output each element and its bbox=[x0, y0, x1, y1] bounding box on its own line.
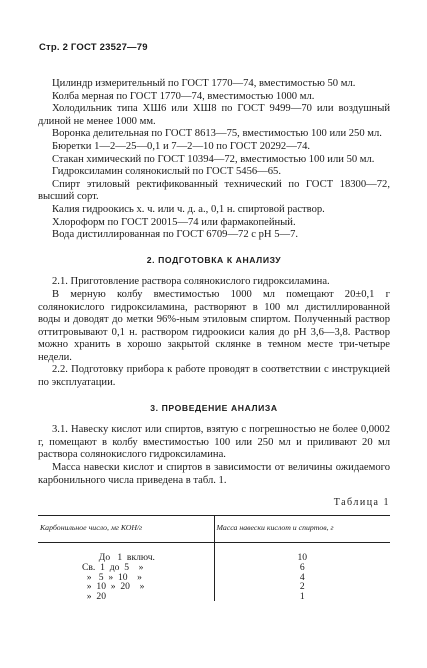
reagent-line: Спирт этиловый ректификованный технический по ГОСТ 18300—72, высший сорт. bbox=[38, 178, 390, 203]
reagent-line: Цилиндр измерительный по ГОСТ 1770—74, вместимостью 50 мл. bbox=[52, 78, 356, 89]
carbonyl-range: » 20 bbox=[38, 592, 214, 602]
table-header-mass: Масса навески кислот и спиртов, г bbox=[214, 515, 390, 543]
reagent-line: Бюретки 1—2—25—0,1 и 7—2—10 по ГОСТ 20292—74. bbox=[52, 140, 311, 152]
sample-mass: 2 bbox=[299, 581, 305, 593]
page-header: Стр. 2 ГОСТ 23527—79 bbox=[39, 42, 148, 53]
reagent-line: Воронка делительная по ГОСТ 8613—75, вместимостью 100 или 250 мл. bbox=[52, 128, 382, 140]
table-header-carbonyl: Карбонильное число, мг КОН/г bbox=[38, 515, 214, 543]
paragraph-3-1-mass: Масса навески кислот и спиртов в зависимости от величины ожидаемого карбонильного числа приведена в табл. 1. bbox=[38, 462, 390, 486]
table-row bbox=[38, 543, 390, 563]
reagent-line: Вода дистиллированная по ГОСТ 6709—72 с pH 5—7. bbox=[52, 229, 299, 241]
section-3-title: 3. ПРОВЕДЕНИЕ АНАЛИЗА bbox=[150, 402, 278, 413]
table-1 bbox=[38, 515, 390, 602]
document-body bbox=[38, 78, 390, 601]
reagent-line: Хлороформ по ГОСТ 20015—74 или фармакопейный. bbox=[52, 216, 296, 228]
paragraph-2-2: 2.2. Подготовку прибора к работе проводят в соответствии с инструкцией по эксплуатации. bbox=[38, 364, 390, 389]
sample-mass: 4 bbox=[299, 571, 305, 583]
carbonyl-range: » 5 » 10 » bbox=[38, 573, 214, 583]
sample-mass: 6 bbox=[299, 562, 305, 573]
sample-mass: 10 bbox=[297, 552, 308, 564]
carbonyl-range: До 1 включ. bbox=[38, 543, 214, 563]
reagent-line: Холодильник типа ХШ6 или ХШ8 по ГОСТ 9499—70 или воздушный длиной не менее 1000 мм. bbox=[38, 103, 390, 127]
carbonyl-range: Св. 1 до 5 » bbox=[38, 563, 214, 573]
reagent-line: Колба мерная по ГОСТ 1770—74, вместимостью 1000 мл. bbox=[52, 90, 315, 102]
reagent-line: Стакан химический по ГОСТ 10394—72, вместимостью 100 или 50 мл. bbox=[52, 153, 375, 165]
reagent-line: Калия гидроокись х. ч. или ч. д. а., 0,1 н. спиртовой раствор. bbox=[52, 203, 325, 215]
paragraph-2-1: 2.1. Приготовление раствора солянокислого гидроксиламина. bbox=[52, 276, 330, 288]
reagent-line: Гидроксиламин солянокислый по ГОСТ 5456—65. bbox=[52, 166, 281, 178]
table-row bbox=[38, 592, 390, 602]
paragraph-2-1-body: В мерную колбу вместимостью 1000 мл помещают 20±0,1 г солянокислого гидроксиламина, растворяют в 100 мл дистиллированной воды и доводят до метки 96%-ным этиловым спиртом. Полученный раствор оттитровывают 0,1 н. раствором гидроокиси калия до pH 3,6—3,8. Раствор можно хранить в хорошо закрытой склянке в темном месте три-четыре недели. bbox=[38, 288, 390, 363]
paragraph-3-1: 3.1. Навеску кислот или спиртов, взятую с погрешностью не более 0,0002 г, помещают в колбу вместимостью 100 или 250 мл и приливают 20 мл раствора солянокислого гидроксиламина. bbox=[38, 424, 390, 461]
carbonyl-range: » 10 » 20 » bbox=[38, 582, 214, 592]
table-caption: Таблица 1 bbox=[333, 497, 390, 509]
section-2-title: 2. ПОДГОТОВКА К АНАЛИЗУ bbox=[146, 254, 282, 265]
sample-mass: 1 bbox=[299, 590, 305, 602]
